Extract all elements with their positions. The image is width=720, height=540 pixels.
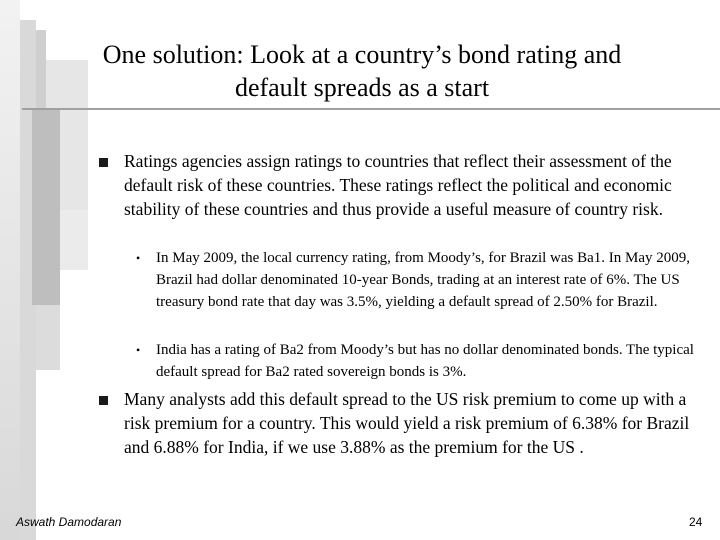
bullet-paragraph-2: Many analysts add this default spread to the US risk premium to come up with a risk premium for a country. This would yield a risk premium of 6.38% for Brazil and 6.88% for India, if we use 3.88% as the premium for the US . [124,389,690,457]
sub-bullet-paragraph-2: India has a rating of Ba2 from Moody’s but has no dollar denominated bonds. The typical default spread for Ba2 rated sovereign bonds is 3%. [156,342,694,380]
decor-bar-6 [60,210,88,270]
dot-bullet-icon: • [136,343,141,357]
decor-bar-outer [0,0,20,540]
page-number: 24 [689,515,703,529]
bullet-paragraph-1: Ratings agencies assign ratings to countries that reflect their assessment of the default risk of these countries. These ratings reflect the political and economic stability of these countries and thus provide a useful measure of country risk. [124,151,672,219]
title-divider [22,108,720,110]
square-bullet-icon [99,158,108,167]
dot-bullet-icon: • [136,251,141,265]
title-line-1: One solution: Look at a country’s bond rating and [102,40,622,69]
square-bullet-icon [99,396,108,405]
page-title [40,38,684,104]
footer-author: Aswath Damodaran [16,515,122,529]
decor-bar-4 [32,110,60,305]
sub-bullet-paragraph-1: In May 2009, the local currency rating, from Moody’s, for Brazil was Ba1. In May 2009, Brazil had dollar denominated 10-year Bonds, trading at an interest rate of 6%. The US treasury bond rate that day was 3.5%, yielding a default spread of 2.50% for Brazil. [156,250,691,310]
title-line-2: default spreads as a start [234,73,490,102]
decor-bar-5 [36,305,60,370]
